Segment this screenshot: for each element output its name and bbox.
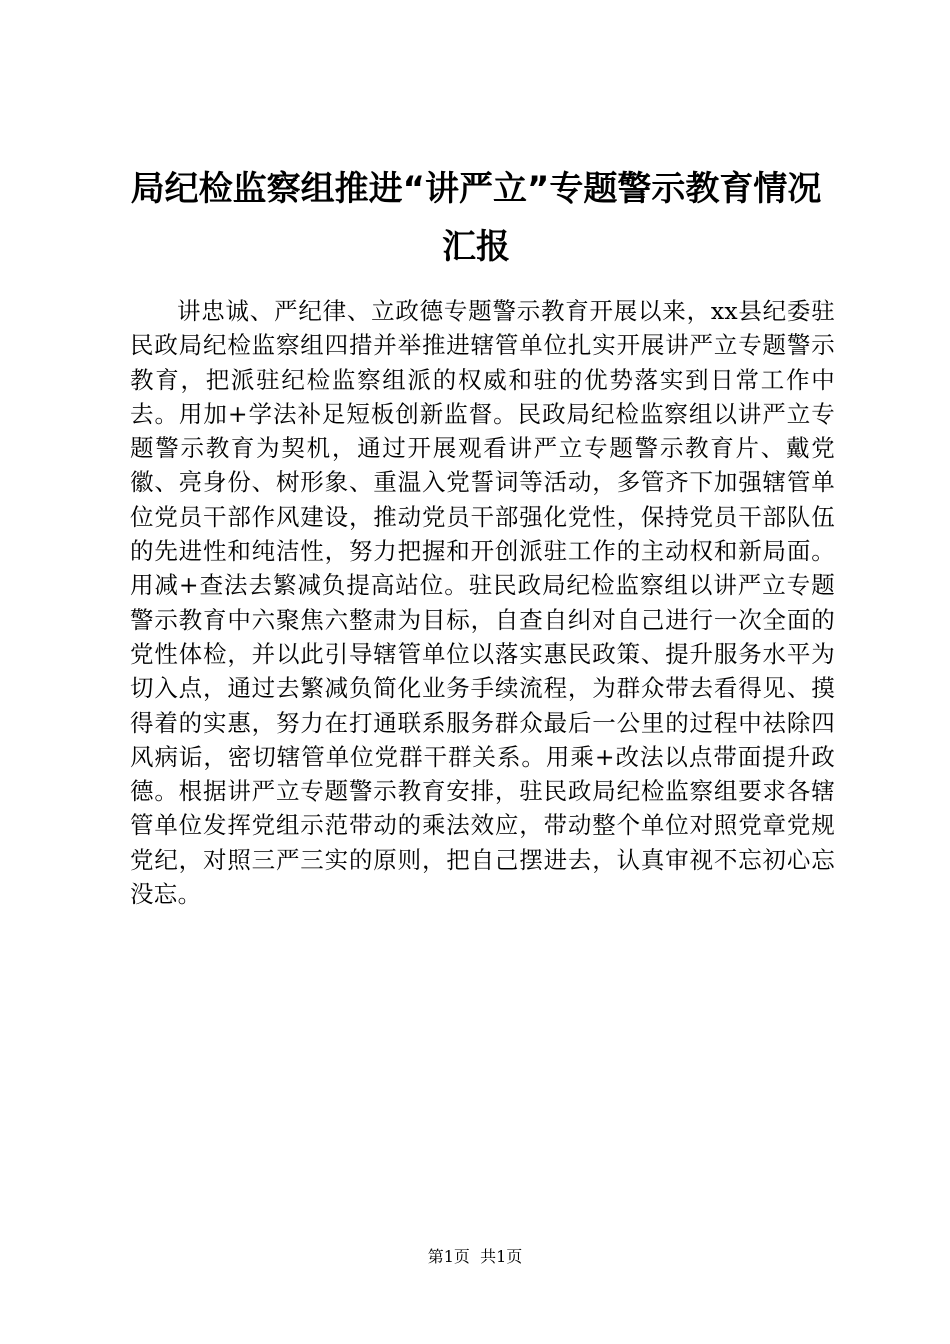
page-number-label: 第1页 共1页: [427, 1247, 523, 1266]
document-title: 局纪检监察组推进“讲严立”专题警示教育情况汇报: [130, 169, 822, 267]
body-paragraph: 讲忠诚、严纪律、立政德专题警示教育开展以来，xx县纪委驻民政局纪检监察组四措并举推进辖管单位扎实开展讲严立专题警示教育，把派驻纪检监察组派的权威和驻的优势落实到日常工作中去。用加+学法补足短板创新监督。民政局纪检监察组以讲严立专题警示教育为契机，通过开展观看讲严立专题警示教育片、戴党徽、亮身份、树形象、重温入党誓词等活动，多管齐下加强辖管单位党员干部作风建设，推动党员干部强化党性，保持党员干部队伍的先进性和纯洁性，努力把握和开创派驻工作的主动权和新局面。用减+查法去繁减负提高站位。驻民政局纪检监察组以讲严立专题警示教育中六聚焦六整肃为目标，自查自纠对自己进行一次全面的党性体检，并以此引导辖管单位以落实惠民政策、提升服务水平为切入点，通过去繁减负简化业务手续流程，为群众带去看得见、摸得着的实惠，努力在打通联系服务群众最后一公里的过程中祛除四风病诟，密切辖管单位党群干群关系。用乘+改法以点带面提升政德。根据讲严立专题警示教育安排，驻民政局纪检监察组要求各辖管单位发挥党组示范带动的乘法效应，带动整个单位对照党章党规党纪，对照三严三实的原则，把自己摆进去，认真审视不忘初心忘没忘。: [130, 297, 835, 909]
page-footer: [0, 1247, 950, 1267]
